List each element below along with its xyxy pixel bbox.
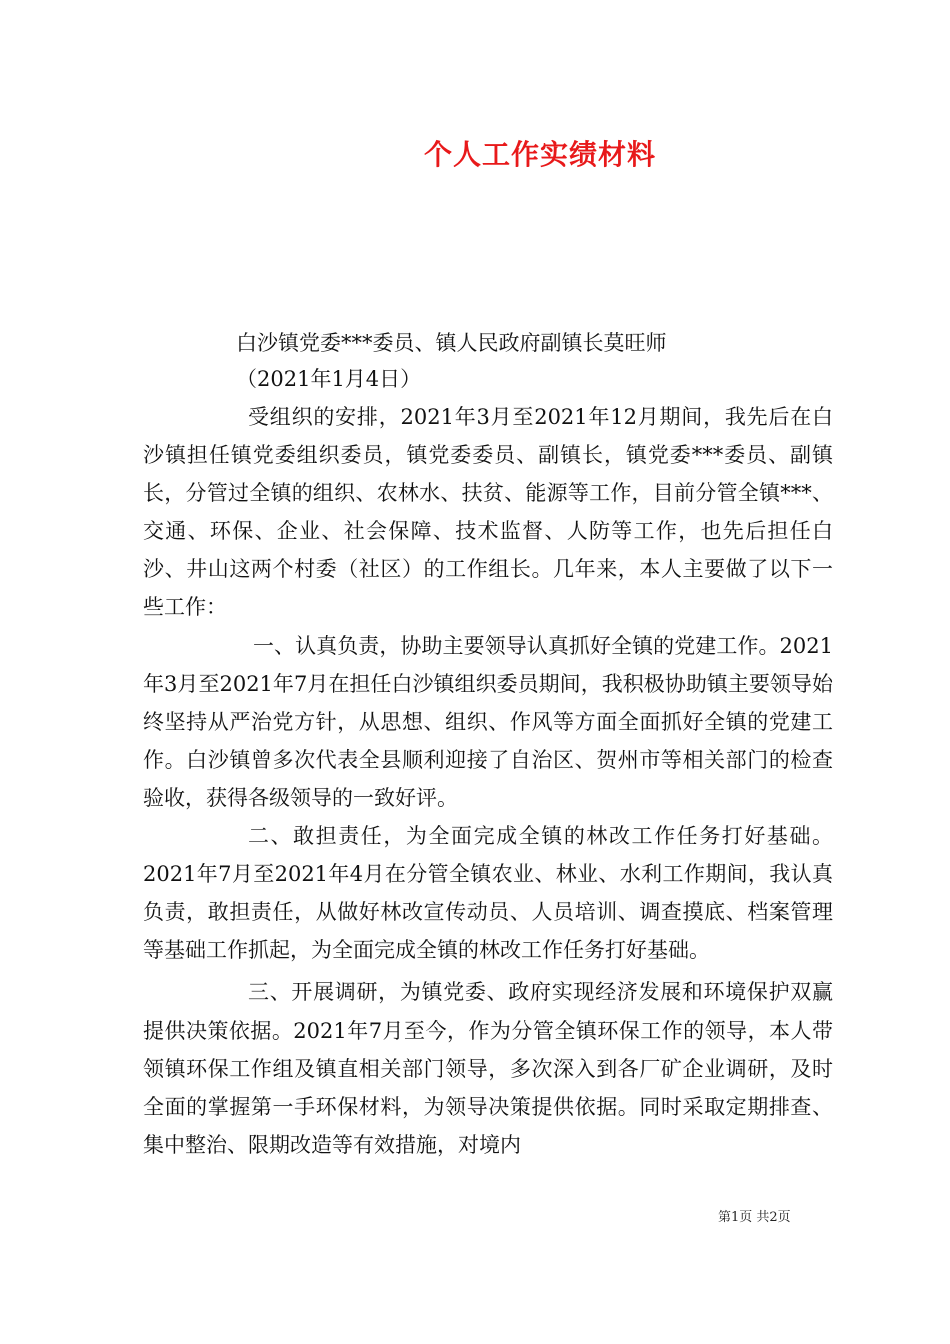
author-line: 白沙镇党委***委员、镇人民政府副镇长莫旺师: [236, 331, 667, 355]
page-number-footer: 第1页 共2页: [718, 1210, 791, 1225]
paragraph-intro: 受组织的安排，2021年3月至2021年12月期间，我先后在白沙镇担任镇党委组织委员，镇党委委员、副镇长，镇党委***委员、副镇长，分管过全镇的组织、农林水、扶贫、能源等工作，目前分管全镇***、交通、环保、企业、社会保障、技术监督、人防等工作，也先后担任白沙、井山这两个村委（社区）的工作组长。几年来，本人主要做了以下一些工作：: [143, 405, 833, 620]
paragraph-section-one: 一、认真负责，协助主要领导认真抓好全镇的党建工作。2021年3月至2021年7月在担任白沙镇组织委员期间，我积极协助镇主要领导始终坚持从严治党方针，从思想、组织、作风等方面全面抓好全镇的党建工作。白沙镇曾多次代表全县顺利迎接了自治区、贺州市等相关部门的检查验收，获得各级领导的一致好评。: [143, 633, 833, 810]
document-title: 个人工作实绩材料: [423, 138, 656, 171]
paragraph-section-two: 二、敢担责任，为全面完成全镇的林改工作任务打好基础。2021年7月至2021年4月在分管全镇农业、林业、水利工作期间，我认真负责，敢担责任，从做好林改宣传动员、人员培训、调查摸底、档案管理等基础工作抓起，为全面完成全镇的林改工作任务打好基础。: [143, 824, 833, 963]
paragraph-section-three: 三、开展调研，为镇党委、政府实现经济发展和环境保护双赢提供决策依据。2021年7月至今，作为分管全镇环保工作的领导，本人带领镇环保工作组及镇直相关部门领导，多次深入到各厂矿企业调研，及时全面的掌握第一手环保材料，为领导决策提供依据。同时采取定期排查、集中整治、限期改造等有效措施，对境内: [143, 980, 833, 1157]
date-line: （2021年1月4日）: [236, 367, 422, 391]
document-body: [143, 398, 833, 1164]
